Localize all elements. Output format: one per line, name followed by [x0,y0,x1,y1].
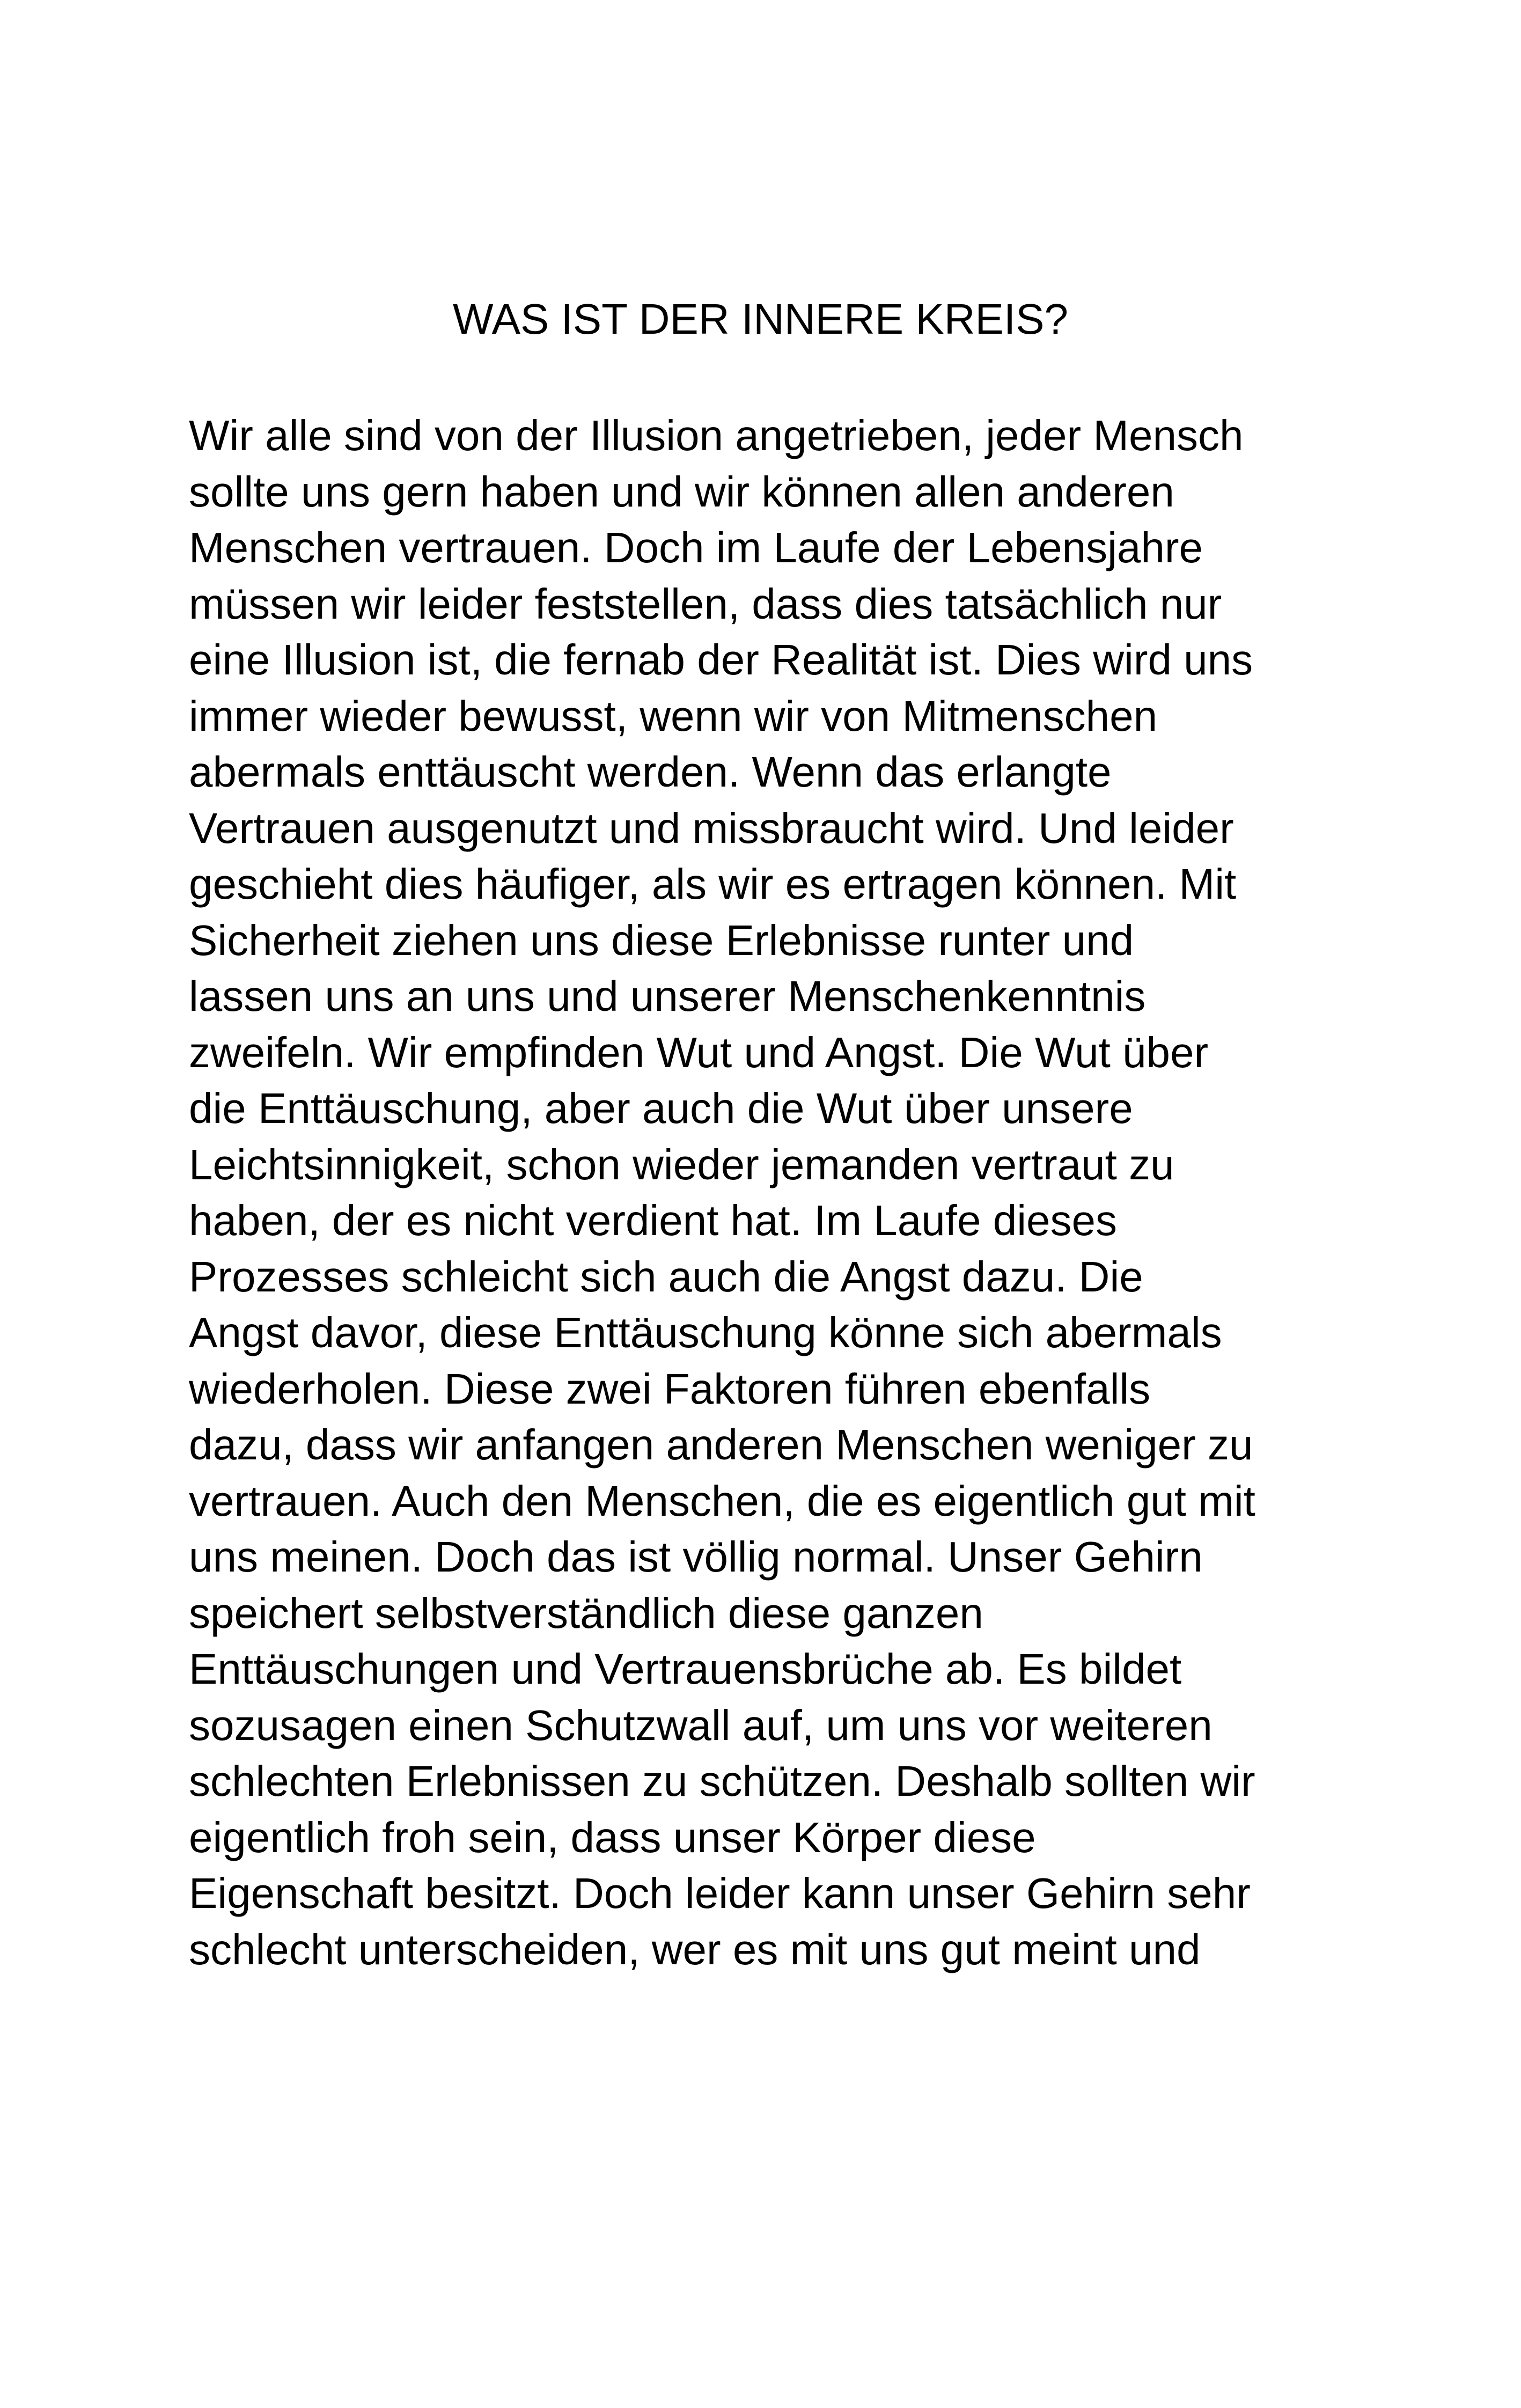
text-line: schlechten Erlebnissen zu schützen. Deshalb sollten wir [189,1757,1255,1805]
text-line: Enttäuschungen und Vertrauensbrüche ab. Es bildet [189,1645,1182,1693]
text-line: Eigenschaft besitzt. Doch leider kann unser Gehirn sehr [189,1869,1251,1917]
page-title: WAS IST DER INNERE KREIS? [453,295,1068,343]
text-line: lassen uns an uns und unserer Menschenkenntnis [189,972,1146,1020]
text-line: vertrauen. Auch den Menschen, die es eigentlich gut mit [189,1477,1255,1525]
text-line: geschieht dies häufiger, als wir es ertragen können. Mit [189,860,1237,908]
text-line: sozusagen einen Schutzwall auf, um uns vor weiteren [189,1701,1213,1749]
text-line: Wir alle sind von der Illusion angetrieben, jeder Mensch [189,412,1244,459]
text-line: Prozesses schleicht sich auch die Angst dazu. Die [189,1252,1143,1301]
text-line: schlecht unterscheiden, wer es mit uns gut meint und [189,1925,1201,1973]
text-line: Leichtsinnigkeit, schon wieder jemanden vertraut zu [189,1140,1174,1188]
text-line: abermals enttäuscht werden. Wenn das erlangte [189,748,1112,796]
text-line: immer wieder bewusst, wenn wir von Mitmenschen [189,692,1158,740]
text-line: Angst davor, diese Enttäuschung könne sich abermals [189,1309,1222,1356]
text-line: sollte uns gern haben und wir können allen anderen [189,467,1174,516]
text-line: wiederholen. Diese zwei Faktoren führen ebenfalls [189,1364,1151,1413]
text-line: müssen wir leider feststellen, dass dies tatsächlich nur [189,579,1222,628]
text-line: Menschen vertrauen. Doch im Laufe der Lebensjahre [189,524,1203,571]
text-line: dazu, dass wir anfangen anderen Menschen weniger zu [189,1421,1253,1469]
text-line: uns meinen. Doch das ist völlig normal. Unser Gehirn [189,1533,1203,1581]
text-line: speichert selbstverständlich diese ganzen [189,1589,983,1637]
text-line: zweifeln. Wir empfinden Wut und Angst. Die Wut über [189,1028,1209,1076]
body-text [189,408,1423,1978]
text-line: eine Illusion ist, die fernab der Realität ist. Dies wird uns [189,636,1253,684]
text-line: haben, der es nicht verdient hat. Im Laufe dieses [189,1196,1117,1244]
text-line: Sicherheit ziehen uns diese Erlebnisse runter und [189,916,1134,964]
text-line: eigentlich froh sein, dass unser Körper diese [189,1813,1036,1861]
text-line: Vertrauen ausgenutzt und missbraucht wird. Und leider [189,804,1234,852]
text-line: die Enttäuschung, aber auch die Wut über unsere [189,1084,1133,1132]
